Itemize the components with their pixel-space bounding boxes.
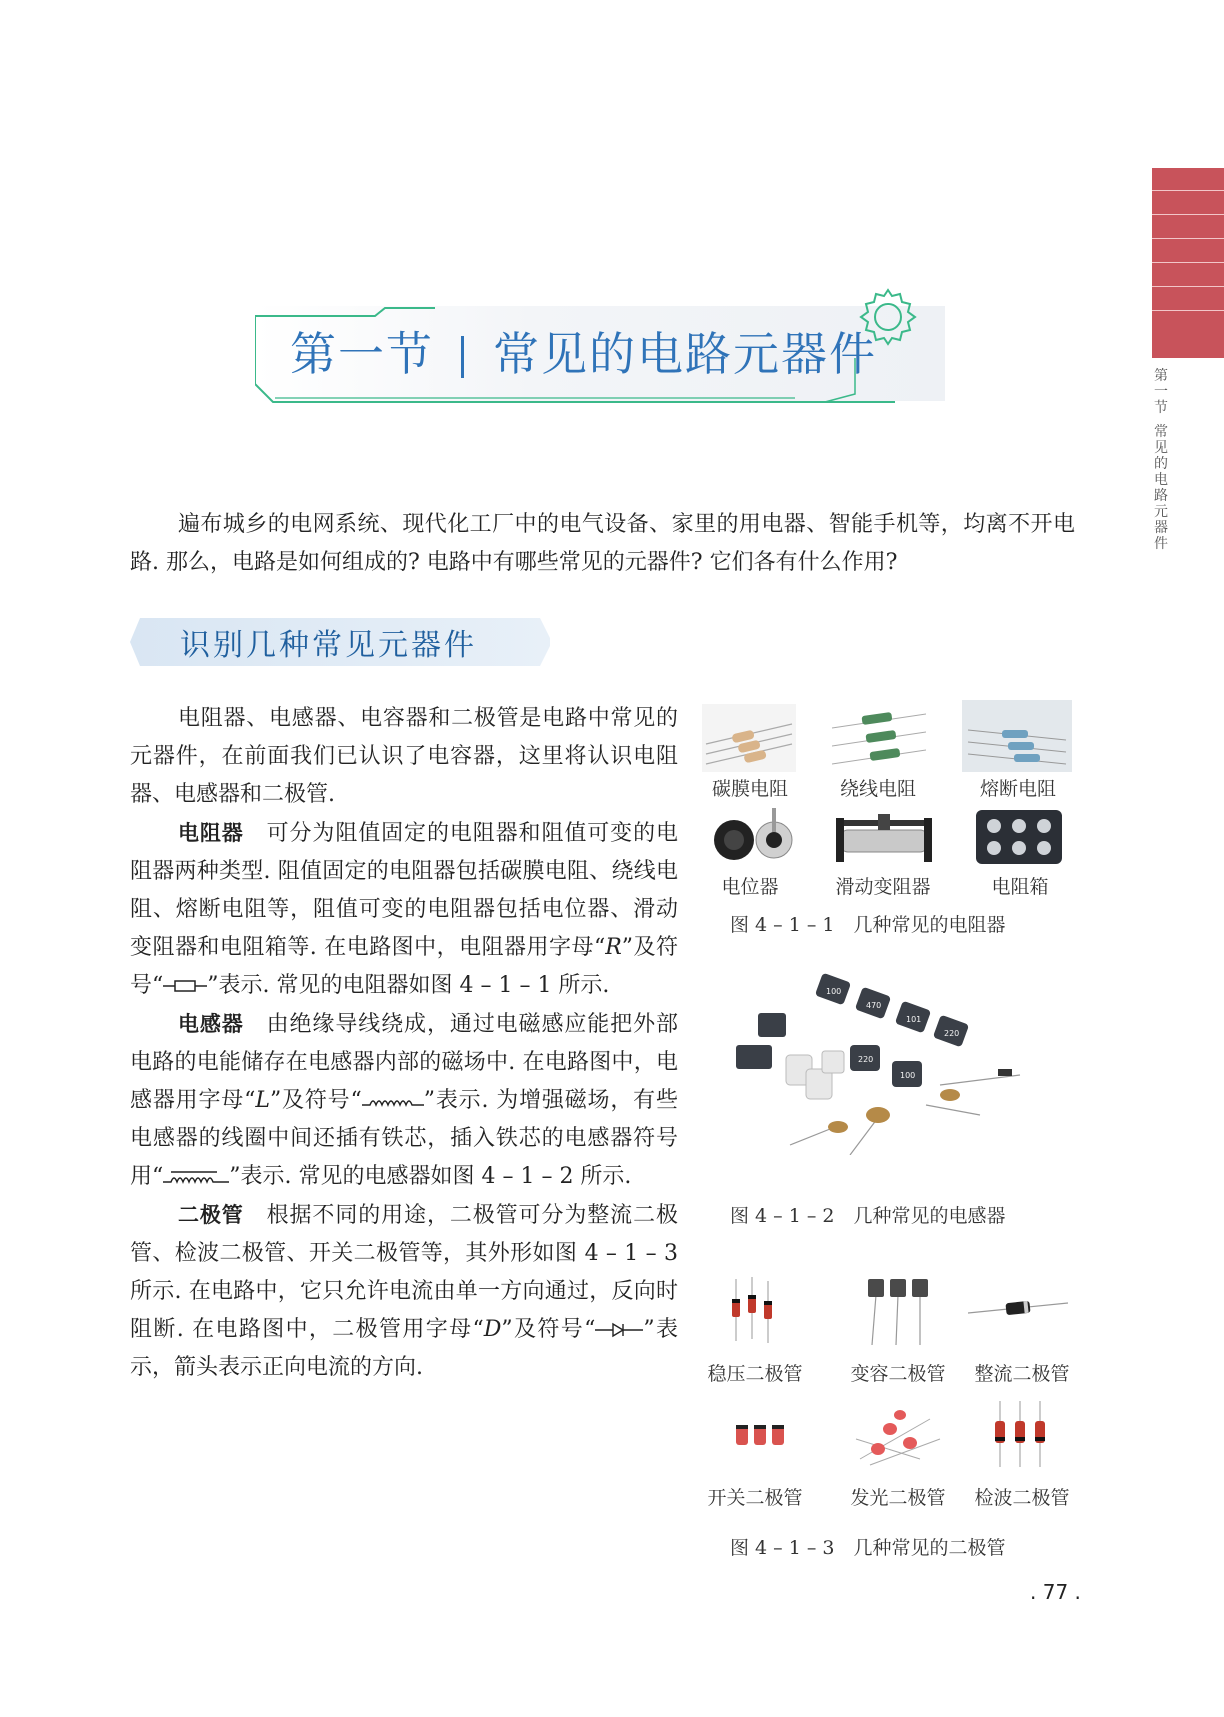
figure-resistors bbox=[700, 700, 1080, 940]
page-title: 常见的电路元器件 bbox=[493, 327, 877, 381]
body-paragraph-diode: 二极管 根据不同的用途，二极管可分为整流二极管、检波二极管、开关二极管等，其外形如图 4 – 1 – 3 所示. 在电路中，它只允许电流由单一方向通过，反向时阻断. 在电路图中，二极管用字母“D”及符号“ ”表示，箭头表示正向电流的方向. bbox=[130, 1203, 678, 1380]
iron-core-inductor-symbol-icon bbox=[163, 1169, 229, 1185]
zener-diode-image bbox=[722, 1275, 792, 1345]
figure-caption-inductors: 图 4 – 1 – 2 几种常见的电感器 bbox=[730, 1205, 1006, 1227]
fusible-resistor-image bbox=[962, 700, 1072, 772]
label-resistance-box: 电阻箱 bbox=[991, 876, 1049, 898]
label-zener-diode: 稳压二极管 bbox=[707, 1363, 803, 1385]
label-potentiometer: 电位器 bbox=[721, 876, 779, 898]
body-paragraph-inductor: 电感器 由绝缘导线绕成，通过电磁感应能把外部电路的电能储存在电感器内部的磁场中. 在电路图中，电感器用字母“L”及符号“ ”表示. 为增强磁场，有些电感器的线圈中间还插有铁芯，插入铁芯的电感器符号用“ ”表示. 常见的电感器如图 4 – 1 – 2 所示. bbox=[130, 1012, 679, 1189]
resistor-symbol-icon bbox=[163, 979, 207, 993]
switching-diode-image bbox=[730, 1415, 790, 1455]
section-header-title: 识别几种常见元器件 bbox=[180, 628, 477, 663]
term-diode: 二极管 bbox=[178, 1203, 244, 1227]
body-paragraph-resistor: 电阻器 可分为阻值固定的电阻器和阻值可变的电阻器两种类型. 阻值固定的电阻器包括碳膜电阻、绕线电阻、熔断电阻等，阻值可变的电阻器包括电位器、滑动变阻器和电阻箱等. 在电路图中，电阻器用字母“R”及符号“ ”表示. 常见的电阻器如图 4 – 1 – 1 所示. bbox=[130, 821, 678, 998]
figure-diodes bbox=[700, 1275, 1080, 1575]
label-carbon-film: 碳膜电阻 bbox=[711, 778, 788, 800]
inductor-marking: 100 bbox=[900, 1071, 916, 1080]
inductors-image bbox=[730, 965, 1060, 1155]
label-slide-rheostat: 滑动变阻器 bbox=[835, 876, 931, 898]
label-detector-diode: 检波二极管 bbox=[974, 1487, 1070, 1509]
side-section-label: 第一节 bbox=[1154, 368, 1168, 416]
varactor-diode-image bbox=[858, 1275, 938, 1345]
carbon-film-resistor-image bbox=[702, 704, 796, 772]
body-paragraph-intro: 电阻器、电感器、电容器和二极管是电路中常见的元器件，在前面我们已认识了电容器，这里将认识电阻器、电感器和二极管. bbox=[130, 706, 678, 807]
chapter-side-tab bbox=[1152, 168, 1224, 358]
slide-rheostat-image bbox=[832, 808, 936, 868]
term-resistor: 电阻器 bbox=[178, 821, 244, 845]
title-divider bbox=[461, 336, 464, 378]
inductor-marking: 101 bbox=[906, 1015, 922, 1024]
inductor-marking: 220 bbox=[944, 1029, 960, 1038]
intro-paragraph: 遍布城乡的电网系统、现代化工厂中的电气设备、家里的用电器、智能手机等，均离不开电路. 那么，电路是如何组成的? 电路中有哪些常见的元器件? 它们各有什么作用? bbox=[130, 512, 1075, 575]
inductor-marking: 220 bbox=[858, 1055, 874, 1064]
rectifier-diode-image bbox=[968, 1283, 1068, 1333]
figure-caption-resistors: 图 4 – 1 – 1 几种常见的电阻器 bbox=[730, 914, 1006, 936]
label-varactor-diode: 变容二极管 bbox=[850, 1363, 946, 1385]
inductor-symbol-icon bbox=[362, 1094, 424, 1108]
side-running-head bbox=[1154, 368, 1174, 552]
label-led-diode: 发光二极管 bbox=[850, 1487, 946, 1509]
section-number-title: 第一节 bbox=[290, 327, 434, 381]
inductor-marking: 100 bbox=[826, 987, 842, 996]
detector-diode-image bbox=[986, 1399, 1056, 1469]
side-chapter-label: 常见的电路元器件 bbox=[1154, 424, 1168, 552]
page-number: . 77 . bbox=[1030, 1580, 1081, 1604]
label-rectifier-diode: 整流二极管 bbox=[974, 1363, 1070, 1385]
wirewound-resistor-image bbox=[832, 704, 926, 772]
label-fusible: 熔断电阻 bbox=[979, 778, 1056, 800]
label-wirewound: 绕线电阻 bbox=[839, 778, 916, 800]
resistance-box-image bbox=[972, 804, 1066, 868]
figure-inductors bbox=[730, 965, 1060, 1227]
body-text bbox=[130, 700, 678, 1387]
inductor-marking: 470 bbox=[866, 1001, 882, 1010]
diode-symbol-icon bbox=[595, 1322, 643, 1338]
led-diode-image bbox=[850, 1399, 946, 1469]
figure-caption-diodes: 图 4 – 1 – 3 几种常见的二极管 bbox=[730, 1537, 1006, 1559]
term-inductor: 电感器 bbox=[178, 1012, 244, 1036]
label-switching-diode: 开关二极管 bbox=[707, 1487, 803, 1509]
potentiometer-image bbox=[708, 808, 798, 868]
